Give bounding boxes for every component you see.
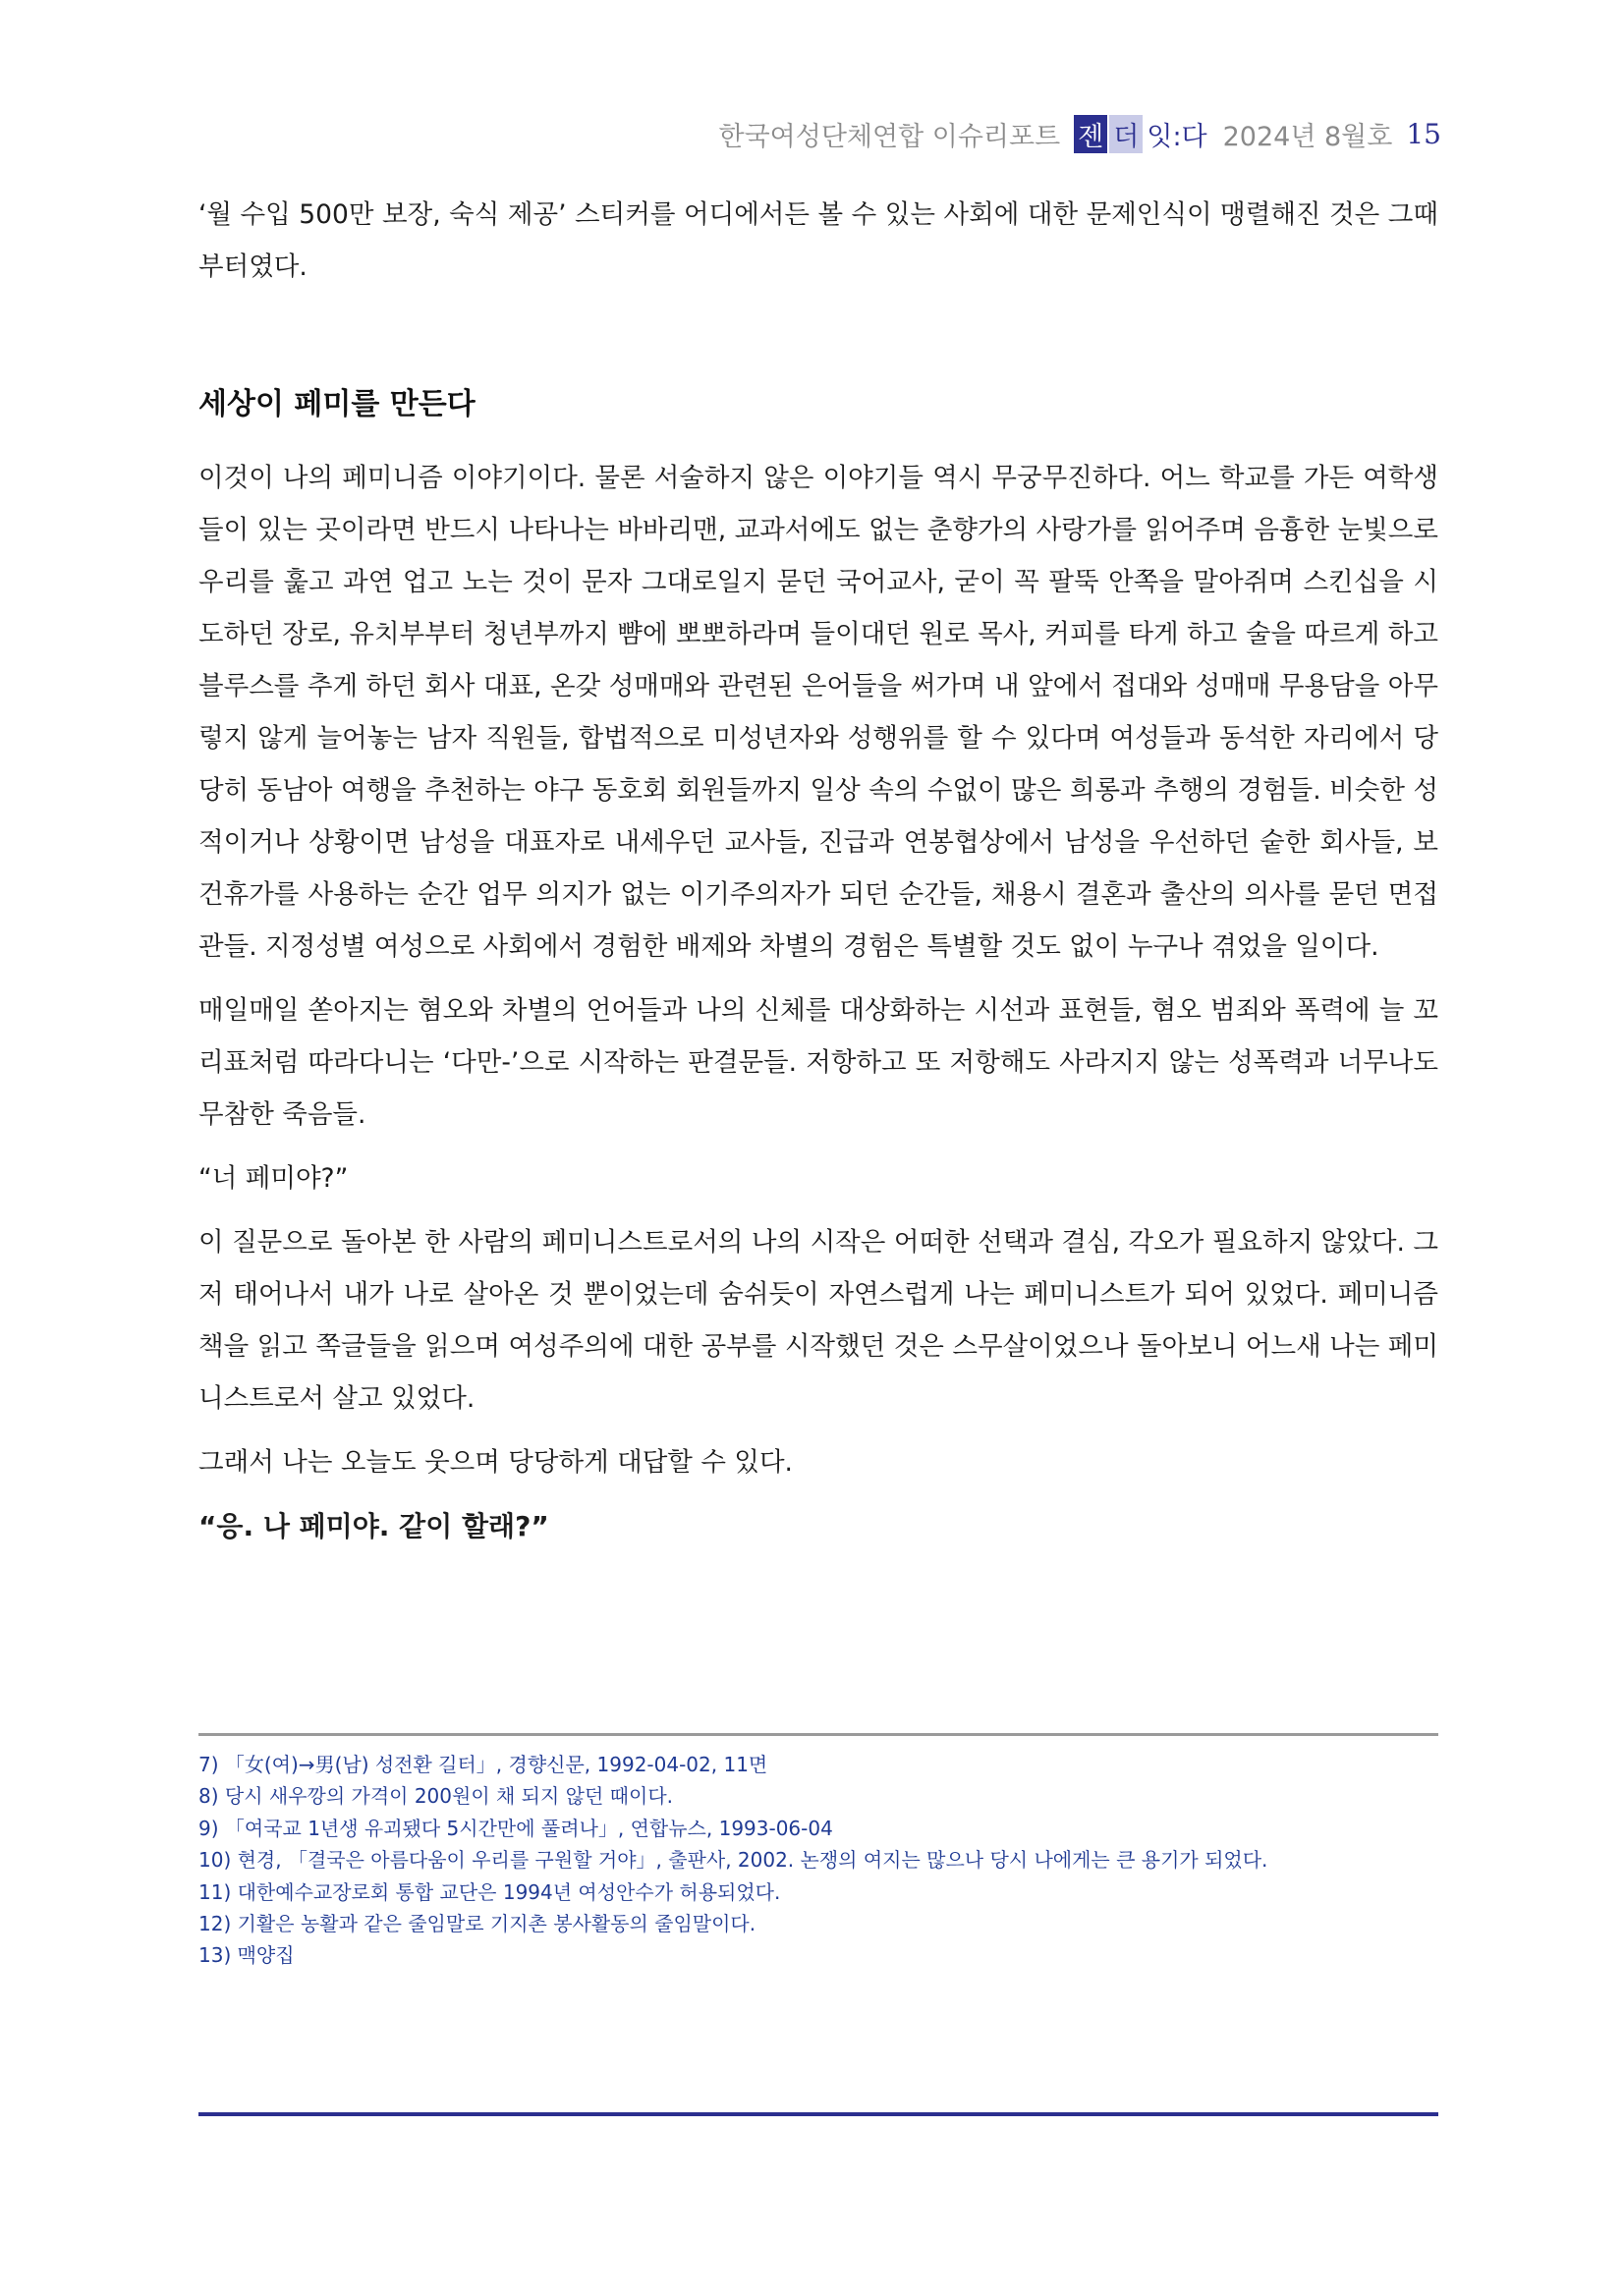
footnote-10: 10) 현경, 「결국은 아름다움이 우리를 구원할 거야」, 출판사, 2002. 논쟁의 여지는 많으나 당시 나에게는 큰 용기가 되었다.	[198, 1848, 1268, 1873]
section-heading: 세상이 페미를 만든다	[198, 387, 476, 421]
bottom-divider	[198, 2112, 1438, 2116]
footnote-8: 8) 당시 새우깡의 가격이 200원이 채 되지 않던 때이다.	[198, 1784, 673, 1809]
footnote-12: 12) 기활은 농활과 같은 줄임말로 기지촌 봉사활동의 줄임말이다.	[198, 1912, 756, 1936]
page-header	[719, 114, 1441, 153]
intro-paragraph: ‘월 수입 500만 보장, 숙식 제공’ 스티커를 어디에서든 볼 수 있는 사회에 대한 문제인식이 맹렬해진 것은 그때부터였다.	[198, 199, 1438, 282]
report-title: 한국여성단체연합 이슈리포트	[718, 121, 1061, 152]
footnote-7: 7) 「女(여)→男(남) 성전환 길터」, 경향신문, 1992-04-02, 11면	[198, 1753, 768, 1776]
paragraph-4: 이 질문으로 돌아본 한 사람의 페미니스트로서의 나의 시작은 어떠한 선택과 결심, 각오가 필요하지 않았다. 그저 태어나서 내가 나로 살아온 것 뿐이었는데 숨쉬듯이 자연스럽게 나는 페미니스트가 되어 있었다. 페미니즘 책을 읽고 쪽글들을 읽으며 여성주의에 대한 공부를 시작했던 것은 스무살이었으나 돌아보니 어느새 나는 페미니스트로서 살고 있었다.	[198, 1227, 1438, 1414]
issue-date: 2024년 8월호	[1222, 121, 1393, 152]
paragraph-2: 매일매일 쏟아지는 혐오와 차별의 언어들과 나의 신체를 대상화하는 시선과 표현들, 혐오 범죄와 폭력에 늘 꼬리표처럼 따라다니는 ‘다만-’으로 시작하는 판결문들. 저항하고 또 저항해도 사라지지 않는 성폭력과 너무나도 무참한 죽음들.	[198, 995, 1438, 1130]
brand-logo-part-3: 잇:다	[1147, 121, 1207, 152]
page-number: 15	[1406, 117, 1441, 150]
quote-question: “너 페미야?”	[198, 1163, 349, 1194]
footnote-13: 13) 맥양집	[198, 1943, 295, 1968]
main-text	[198, 452, 1438, 1564]
footnote-9: 9) 「여국교 1년생 유괴됐다 5시간만에 풀려나」, 연합뉴스, 1993-06-04	[198, 1816, 833, 1840]
brand-logo-part-2: 더	[1109, 115, 1143, 153]
intro-text	[198, 189, 1438, 293]
brand-logo-part-1: 젠	[1074, 115, 1107, 153]
paragraph-1: 이것이 나의 페미니즘 이야기이다. 물론 서술하지 않은 이야기들 역시 무궁무진하다. 어느 학교를 가든 여학생들이 있는 곳이라면 반드시 나타나는 바바리맨, 교과서에도 없는 춘향가의 사랑가를 읽어주며 음흉한 눈빛으로 우리를 훑고 과연 업고 노는 것이 문자 그대로일지 묻던 국어교사, 굳이 꼭 팔뚝 안쪽을 말아쥐며 스킨십을 시도하던 장로, 유치부부터 청년부까지 뺨에 뽀뽀하라며 들이대던 원로 목사, 커피를 타게 하고 술을 따르게 하고 블루스를 추게 하던 회사 대표, 온갖 성매매와 관련된 은어들을 써가며 내 앞에서 접대와 성매매 무용담을 아무렇지 않게 늘어놓는 남자 직원들, 합법적으로 미성년자와 성행위를 할 수 있다며 여성들과 동석한 자리에서 당당히 동남아 여행을 추천하는 야구 동호회 회원들까지 일상 속의 수없이 많은 희롱과 추행의 경험들. 비슷한 성적이거나 상황이면 남성을 대표자로 내세우던 교사들, 진급과 연봉협상에서 남성을 우선하던 숱한 회사들, 보건휴가를 사용하는 순간 업무 의지가 없는 이기주의자가 되던 순간들, 채용시 결혼과 출산의 의사를 묻던 면접관들. 지정성별 여성으로 사회에서 경험한 배제와 차별의 경험은 특별할 것도 없이 누구나 겪었을 일이다.	[198, 463, 1438, 962]
footnotes	[198, 1749, 1438, 1972]
footnote-11: 11) 대한예수교장로회 통합 교단은 1994년 여성안수가 허용되었다.	[198, 1879, 781, 1904]
paragraph-5: 그래서 나는 오늘도 웃으며 당당하게 대답할 수 있다.	[198, 1447, 793, 1478]
footnote-divider	[198, 1733, 1438, 1736]
brand-logo	[1074, 115, 1208, 153]
closing-quote: “응. 나 페미야. 같이 할래?”	[198, 1510, 549, 1542]
